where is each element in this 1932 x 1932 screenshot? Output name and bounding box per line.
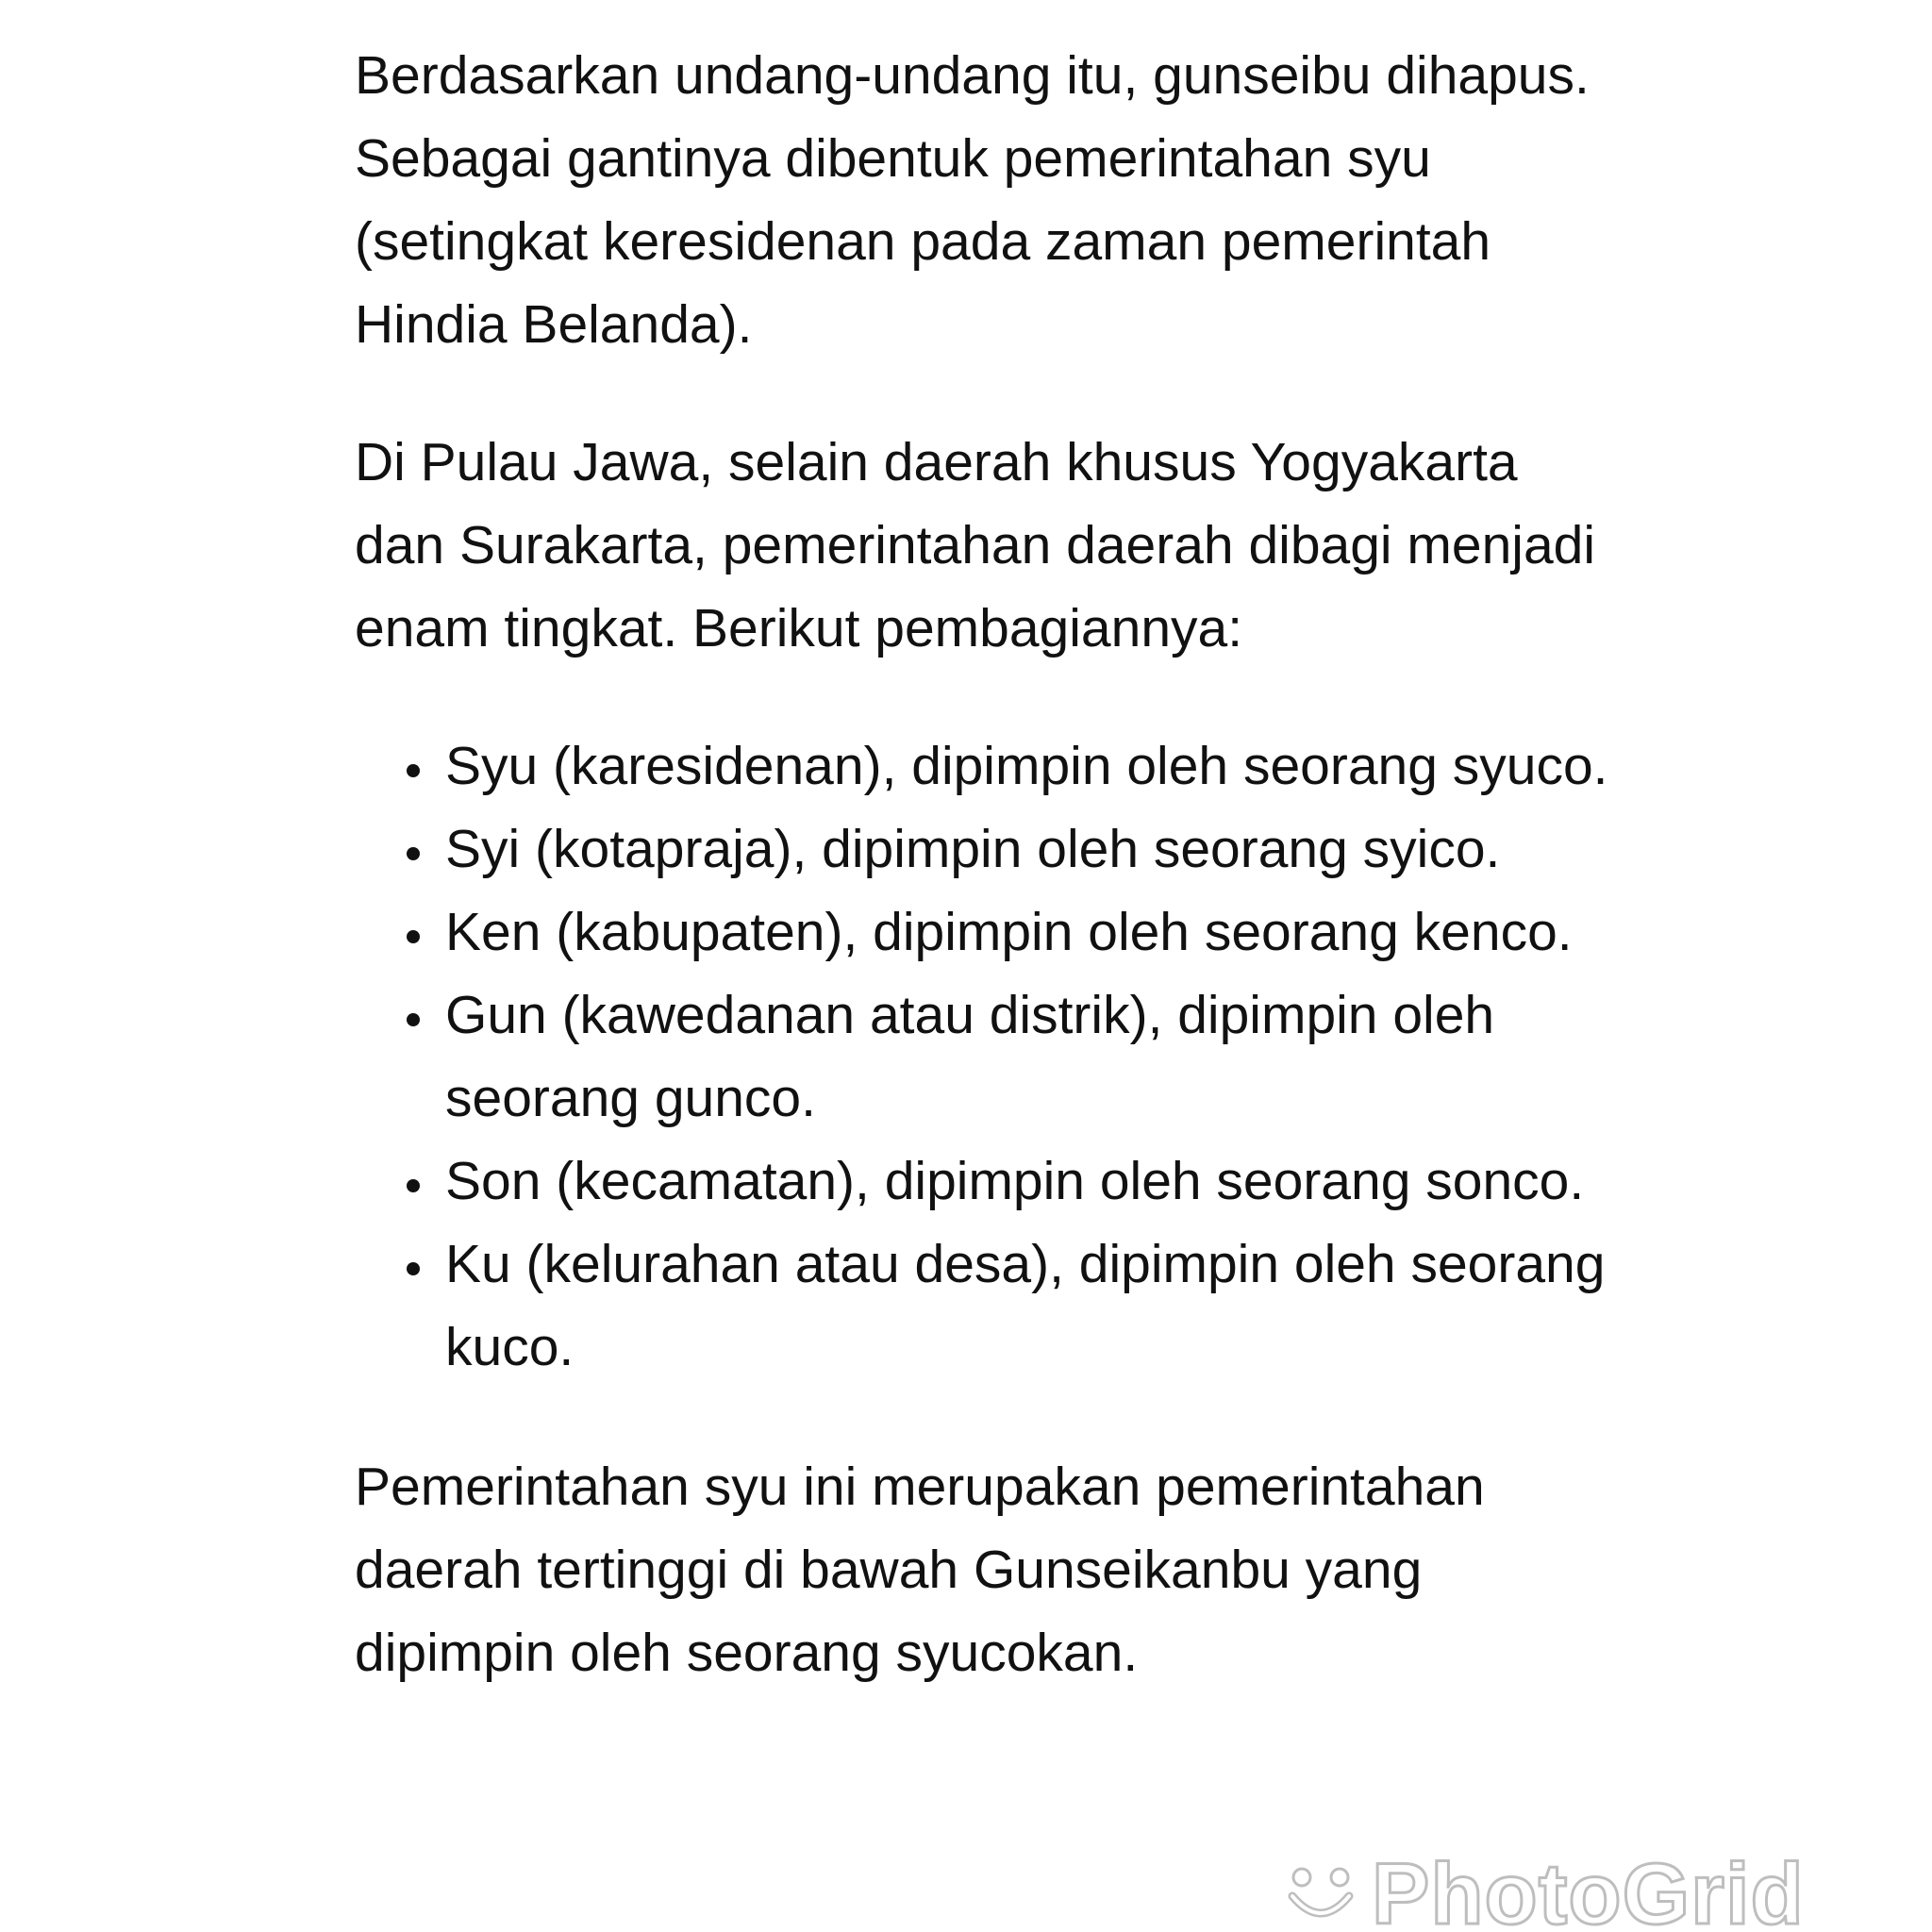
government-level-list [355,724,1619,1389]
list-item: • Ku (kelurahan atau desa), dipimpin oleh seorang kuco. [440,1223,1619,1389]
list-item: • Ken (kabupaten), dipimpin oleh seorang kenco. [440,891,1619,974]
paragraph-division: Di Pulau Jawa, selain daerah khusus Yogyakarta dan Surakarta, pemerintahan daerah dibagi menjadi enam tingkat. Berikut pembagiannya: [355,432,1596,658]
paragraph-conclusion: Pemerintahan syu ini merupakan pemerintahan daerah tertinggi di bawah Gunseikanbu yang dipimpin oleh seorang syucokan. [355,1457,1485,1683]
article-body [355,34,1619,1749]
paragraph-intro: Berdasarkan undang-undang itu, gunseibu dihapus. Sebagai gantinya dibentuk pemerintahan syu (setingkat keresidenan pada zaman pemerintah Hindia Belanda). [355,45,1590,355]
list-item: • Gun (kawedanan atau distrik), dipimpin oleh seorang gunco. [440,974,1619,1140]
photogrid-logo-icon [1283,1857,1358,1932]
list-item: • Syu (karesidenan), dipimpin oleh seorang syuco. [440,724,1619,808]
watermark-text: PhotoGrid [1372,1846,1805,1932]
photogrid-watermark [1283,1847,1805,1932]
list-item: • Son (kecamatan), dipimpin oleh seorang sonco. [440,1140,1619,1223]
list-item: • Syi (kotapraja), dipimpin oleh seorang syico. [440,808,1619,891]
